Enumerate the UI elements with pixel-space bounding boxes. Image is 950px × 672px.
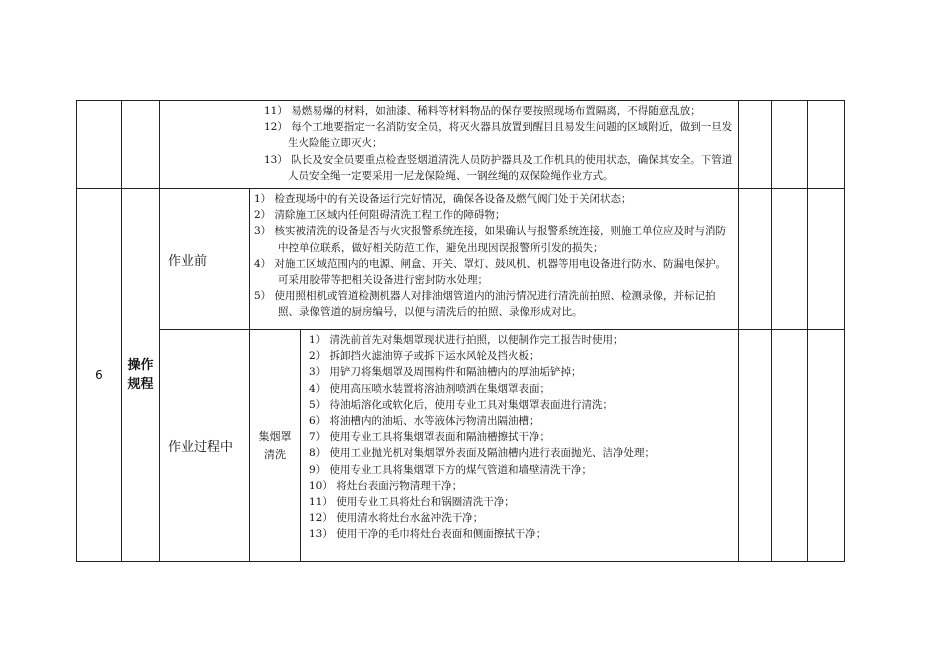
cell-content <box>160 101 739 189</box>
list-item: 13） 队长及安全员要重点检查竖烟道清洗人员防护器具及工作机具的使用状态，确保其安全。下管道人员安全绳一定要采用一尼龙保险绳、一钢丝绳的双保险绳作业方式。 <box>264 153 733 182</box>
cell-extra-2 <box>772 330 808 562</box>
list-item: 4） 使用高压喷水装置将溶油剂喷洒在集烟罩表面； <box>309 382 551 395</box>
cell-extra-1 <box>739 330 772 562</box>
list-item: 12） 每个工地要指定一名消防安全员，将灭火器具放置到醒目且易发生问题的区域附近，做到一旦发生火险能立即灭火； <box>264 121 733 150</box>
cell-category-empty <box>122 101 160 189</box>
cell-during-content <box>301 330 739 562</box>
list-item: 11） 使用专业工具将灶台和锅圈清洗干净； <box>309 496 515 509</box>
list-item: 5） 待油垢溶化或软化后，使用专业工具对集烟罩表面进行清洗； <box>309 398 614 411</box>
list-item: 1） 检查现场中的有关设备运行完好情况，确保各设备及燃气阀门处于关闭状态； <box>254 193 632 205</box>
cell-extra-1 <box>739 189 772 330</box>
cell-extra-1 <box>739 101 772 189</box>
cell-extra-3 <box>808 330 845 562</box>
row-number: 6 <box>77 189 122 562</box>
list-item: 3） 核实被清洗的设备是否与火灾报警系统连接，如果确认与报警系统连接，则施工单位应及时与消防中控单位联系，做好相关防范工作，避免出现因误报警所引发的损失； <box>254 225 727 254</box>
list-item: 4） 对施工区域范围内的电源、闸盒、开关、罩灯、鼓风机、机器等用电设备进行防水、防漏电保护。可采用胶带等把相关设备进行密封防水处理； <box>254 257 727 287</box>
cell-extra-3 <box>808 101 845 189</box>
phase-label-before: 作业前 <box>160 189 250 330</box>
row-category: 操作规程 <box>122 189 160 562</box>
list-item: 2） 拆卸挡火滤油箅子或拆下运水风轮及挡火板； <box>309 350 540 363</box>
cell-number-empty <box>77 101 122 189</box>
cell-extra-2 <box>772 101 808 189</box>
sub-label-hood <box>250 330 301 562</box>
cell-before-content <box>250 189 739 330</box>
list-item: 12） 使用清水将灶台水盆冲洗干净； <box>309 512 484 525</box>
list-item: 11） 易燃易爆的材料，如油漆、稀料等材料物品的保存要按照现场布置隔离，不得随意乱放； <box>264 105 701 117</box>
list-item: 9） 使用专业工具将集烟罩下方的煤气管道和墙壁清洗干净； <box>309 463 593 476</box>
table-row-during <box>77 330 845 562</box>
table-row-continued <box>77 101 845 189</box>
table-row-before <box>77 189 845 330</box>
list-item: 2） 清除施工区域内任何阻碍清洗工程工作的障碍物； <box>254 209 506 222</box>
list-item: 6） 将油槽内的油垢、水等液体污物清出隔油槽； <box>309 415 540 428</box>
list-item: 5） 使用照相机或管道检测机器人对排油烟管道内的油污情况进行清洗前拍照、检测录像，并标记拍照、录像管道的厨房编号，以便与清洗后的拍照、录像形成对比。 <box>254 290 716 319</box>
list-item: 7） 使用专业工具将集烟罩表面和隔油槽擦拭干净； <box>309 431 551 444</box>
list-item: 10） 将灶台表面污物清理干净； <box>309 479 463 492</box>
list-item: 3） 用铲刀将集烟罩及周围构件和隔油槽内的厚油垢铲掉； <box>309 366 582 379</box>
list-item: 8） 使用工业抛光机对集烟罩外表面及隔油槽内进行表面抛光、洁净处理； <box>309 447 656 460</box>
cell-extra-3 <box>808 189 845 330</box>
phase-label-during: 作业过程中 <box>160 330 250 562</box>
sub-label-text: 集烟罩清洗 <box>258 429 292 461</box>
cell-extra-2 <box>772 189 808 330</box>
list-item: 1） 清洗前首先对集烟罩现状进行拍照，以便制作完工报告时使用； <box>309 334 624 346</box>
procedure-table <box>76 100 845 562</box>
list-item: 13） 使用干净的毛巾将灶台表面和侧面擦拭干净； <box>309 528 547 541</box>
